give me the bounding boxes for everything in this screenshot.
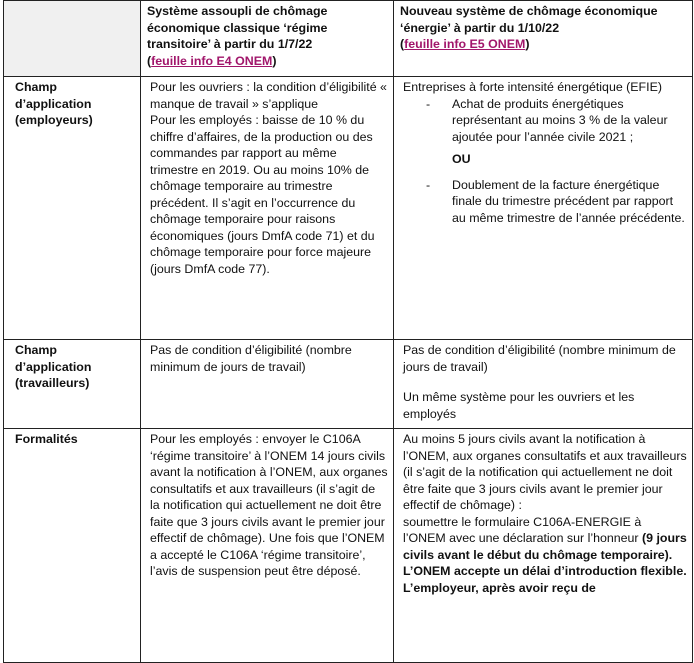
classic-employers-employees-text: Pour les employés : baisse de 10 % du chiffre d’affaires, de la production ou des commandes par rapport au même trimestre en 2019. Ou au moins 10% de chômage temporaire au trimestre précédent. Il s’agit en l’occurrence du chômage temporaire pour raisons économiques (jours DmfA code 71) et du chômage temporaire pour force majeure (jours DmfA code 77). (150, 113, 375, 276)
list-item (426, 177, 687, 227)
row-employers (4, 77, 693, 340)
energy-formalities-text-1: Au moins 5 jours civils avant la notification à l’ONEM, aux organes consultatifs et aux travailleurs (il s’agit de la notification qui actuellement ne doit être faite que 3 jours civils avant le premier jour effectif de chômage) : (403, 432, 687, 512)
energy-workers-text-2: Un même système pour les ouvriers et les employés (403, 390, 635, 421)
energy-formalities-deadline: (9 jours civils avant le début du chômage temporaire). (403, 531, 687, 562)
row-workers (4, 340, 693, 429)
list-item (426, 96, 687, 146)
dash-bullet: - (426, 177, 431, 192)
header-classic-system: Système assoupli de chômage économique classique ‘régime transitoire’ à partir du 1/7/22 (feuille info E4 ONEM) (141, 1, 394, 77)
dash-bullet: - (426, 96, 431, 111)
header-empty-cell (4, 1, 141, 77)
header-energy-system: Nouveau système de chômage économique ‘énergie’ à partir du 1/10/22 (feuille info E5 ONEM) (394, 1, 693, 77)
cell-energy-employers (394, 77, 693, 340)
comparison-table (3, 0, 693, 663)
row-label-formalities: Formalités (4, 429, 141, 663)
header-classic-title: Système assoupli de chômage économique classique ‘régime transitoire’ à partir du 1/7/22 (147, 4, 328, 51)
cell-energy-workers (394, 340, 693, 429)
link-feuille-e4[interactable]: feuille info E4 ONEM (151, 53, 273, 68)
classic-employers-workers-text: Pour les ouvriers : la condition d’éligibilité « manque de travail » s’applique (150, 80, 387, 111)
cell-classic-workers: Pas de condition d’éligibilité (nombre minimum de jours de travail) (141, 340, 394, 429)
energy-formalities-text-2: soumettre le formulaire C106A-ENERGIE à l’ONEM avec une déclaration sur l’honneur (9 jours civils avant le début du chômage temporaire). (403, 514, 687, 562)
energy-criterion-1: Achat de produits énergétiques représentant au moins 3 % de la valeur ajoutée pour l’année civile 2021 ; (452, 96, 668, 144)
cell-classic-employers (141, 77, 394, 340)
row-label-workers: Champ d’application (travailleurs) (4, 340, 141, 429)
link-feuille-e5[interactable]: feuille info E5 ONEM (404, 37, 526, 51)
cell-classic-formalities: Pour les employés : envoyer le C106A ‘régime transitoire’ à l’ONEM 14 jours civils avant la notification à l’ONEM, aux organes consultatifs et aux travailleurs (il s’agit de la notification qui actuellement ne doit être faite que 3 jours civils avant le premier jour effectif de chômage). Une fois que l’ONEM a accepté le C106A ‘régime transitoire’, l’avis de suspension peut être déposé. (141, 429, 394, 663)
row-formalities (4, 429, 693, 663)
header-energy-title: Nouveau système de chômage économique ‘énergie’ à partir du 1/10/22 (400, 4, 658, 35)
energy-criterion-2: Doublement de la facture énergétique finale du trimestre précédent par rapport au même trimestre de l’année précédente. (452, 177, 685, 225)
cell-energy-formalities (394, 429, 693, 663)
header-row (4, 1, 693, 77)
energy-workers-text-1: Pas de condition d’éligibilité (nombre minimum de jours de travail) (403, 343, 676, 374)
energy-or-separator: OU (452, 152, 471, 166)
energy-employers-intro: Entreprises à forte intensité énergétique (EFIE) (403, 80, 662, 94)
row-label-employers: Champ d’application (employeurs) (4, 77, 141, 340)
energy-formalities-flexible: L’ONEM accepte un délai d’introduction flexible. L’employeur, après avoir reçu de (403, 564, 687, 595)
